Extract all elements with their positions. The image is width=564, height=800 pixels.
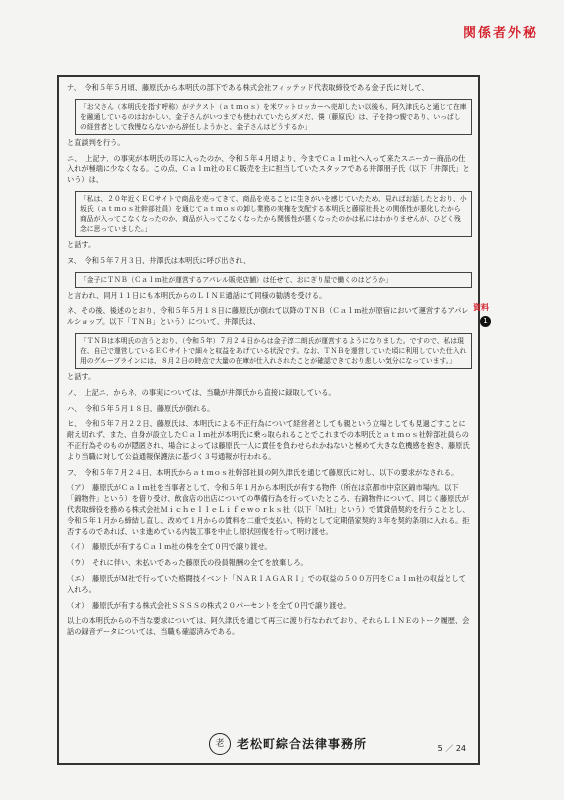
confidential-stamp: 関係者外秘	[462, 26, 538, 41]
para-nu-end: と言われ、同月１１日にも本明氏からのＬＩＮＥ通話にて同様の勧誘を受ける。	[67, 290, 327, 300]
quote-honmei: 「金子にＴＮＢ（Ｃａｌｍ社が運営するアパレル販売店舗）は任せて、おにぎり屋で働くのはどうか」	[75, 272, 472, 288]
para-ha: ハ、 令和５年５月１８日、藤原氏が倒れる。	[67, 403, 215, 413]
quote-kaneko: 「お父さん（本明氏を指す呼称）がテクスト（ａｔｍｏｓ）を米ワットロッカーへ売却したい以後も、阿久津氏らと通じて在庫を融通しているのはおかしい、金子さんがいつまでも使われていたらダメだ、僕（藤原氏）は、子を持つ親であり、いっぱしの経営者として我慢ならないから辞任しようかと、金子さんはどうするか」	[75, 99, 472, 135]
para-hi: ヒ、 令和５年７月２２日、藤原氏は、本明氏による不正行為について経営者としても親という立場としても見過ごすことに耐え切れず、また、自身が設立したＣａｌｍ社が本明氏に乗っ取られることでこれまでの本明氏とａｔｍｏｓ社幹部社員らの不正行為そのものが隠匿され、場合によっては藤原氏一人に責任を負わせられかねないと極めて大きな危機感を抱き、藤原氏より当職に対して公益通報保護法に基づく３号通報が行われる。	[67, 419, 470, 461]
para-fu: フ、 令和５年７月２４日、本明氏からａｔｍｏｓ社幹部社員の阿久津氏を通じて藤原氏に対し、以下の要求がなされる。	[67, 467, 459, 477]
firm-name: 老松町綜合法律事務所	[237, 737, 368, 751]
para-no: ノ、 上記ニ．からネ．の事実については、当職が井澤氏から直接に録取している。	[67, 387, 336, 397]
firm-logo-icon: 老	[209, 733, 231, 755]
para-ne-end: と話す。	[67, 371, 96, 381]
current-page: 5	[437, 744, 443, 753]
demand-e: （エ） 藤原氏がＭ社で行っていた格闘技イベント「ＮＡＲＩＡＧＡＲＩ」での収益の５００万円をＣａｌｍ社の収益として入れろ。	[67, 573, 466, 594]
demand-u: （ウ） それに伴い、未払いであった藤原氏の役員報酬の全てを放棄しろ。	[67, 558, 308, 568]
demand-i: （イ） 藤原氏が有するＣａｌｍ社の株を全て０円で譲り渡せ。	[67, 542, 272, 552]
document-body	[67, 83, 472, 707]
page-number	[438, 743, 466, 754]
para-na: ナ、 令和５年５月頃、藤原氏から本明氏の部下である株式会社フィッテッド代表取締役である金子氏に対して、	[67, 83, 429, 92]
para-nu: ヌ、 令和５年７月３日、井澤氏は本明氏に呼び出され、	[67, 255, 251, 265]
page-separator: ／	[445, 744, 454, 753]
total-pages: 24	[455, 744, 466, 753]
quote-izawa-1: 「私は、２０年近くＥＣサイトで商品を売ってきて、商品を売ることに生きがいを感じていたため、見ればお話したとおり、小坂氏（ａｔｍｏｓ社幹部社員）を通じてａｔｍｏｓの卸し業務の実権を支配する本明氏と藤原社長との関係性が悪化したから商品が入ってこなくなったのか、商品が入ってこなくなったから関係性が悪くなったのかは私にはわかりませんが、ひどく残念に思っていました。」	[75, 191, 472, 237]
para-na-end: と直談判を行う。	[67, 137, 125, 147]
para-conclusion: 以上の本明氏からの不当な要求については、阿久津氏を通じて再三に渡り行なわれており、それらＬＩＮＥのトーク履歴、会話の録音データについては、当職も確認済みである。	[67, 616, 470, 637]
demand-o: （オ） 藤原氏が有する株式会社ＳＳＳＳの株式２０パーセントを全て０円で譲り渡せ。	[67, 600, 351, 610]
page-frame	[57, 75, 480, 765]
annotation-number-badge: 1	[480, 316, 491, 327]
para-ni-end: と話す。	[67, 239, 96, 249]
annotation-label: 資料	[473, 303, 489, 312]
para-ni: ニ、 上記ナ．の事実が本明氏の耳に入ったのか、令和５年４月頃より、今までＣａｌｍ社へ入って来たスニーカー商品の仕入れが極端に少なくなる。この点、Ｃａｌｍ社のＥＣ販売を主に担当していたスタッフである井澤朋子氏（以下「井澤氏」という）は、	[67, 153, 470, 185]
para-ne: ネ、その後、後述のとおり、令和５年５月１８日に藤原氏が倒れて以降のＴＮＢ（Ｃａｌｍ社が原宿において運営するアパレルショップ。以下「ＴＮＢ」という）について、井澤氏は、	[67, 306, 469, 327]
page-footer	[59, 729, 478, 759]
demand-a: （ア） 藤原氏がＣａｌｍ社を当事者として、令和５年１月から本明氏が有する物件（所在は京都市中京区錦市場内。以下「錦物件」という）を借り受け、飲食店の出店についての準備行為を行っていたところ、右錦物件について、同じく藤原氏が代表取締役を務める株式会社ＭｉｃｈｅｌｌｅＬｉｆｅｗｏｒｋｓ社（以下「Ｍ社」という）で賃貸借契約を行うこととし、令和５年１月から締結し直し、改めて１月からの賃料を二重で支払い、特約として定期借家契約３年を契約条項に入れる。拒否するのであれば、いま進めている内装工事を中止し原状回復を行って明け渡せ。	[67, 483, 470, 536]
quote-izawa-2: 「ＴＮＢは本明氏の言うとおり、（令和５年）７月２４日からは金子淳二朗氏が運営するようになりました。ですので、私は現在、自己で運営しているＥＣサイトで細々と収益をあげている状況です。なお、ＴＮＢを運営していた頃に利用していた仕入れ用のグループラインには、８月２日の時点で大量の在庫が仕入れされたことが確認できており悲しい気分になっています。」	[75, 333, 472, 369]
